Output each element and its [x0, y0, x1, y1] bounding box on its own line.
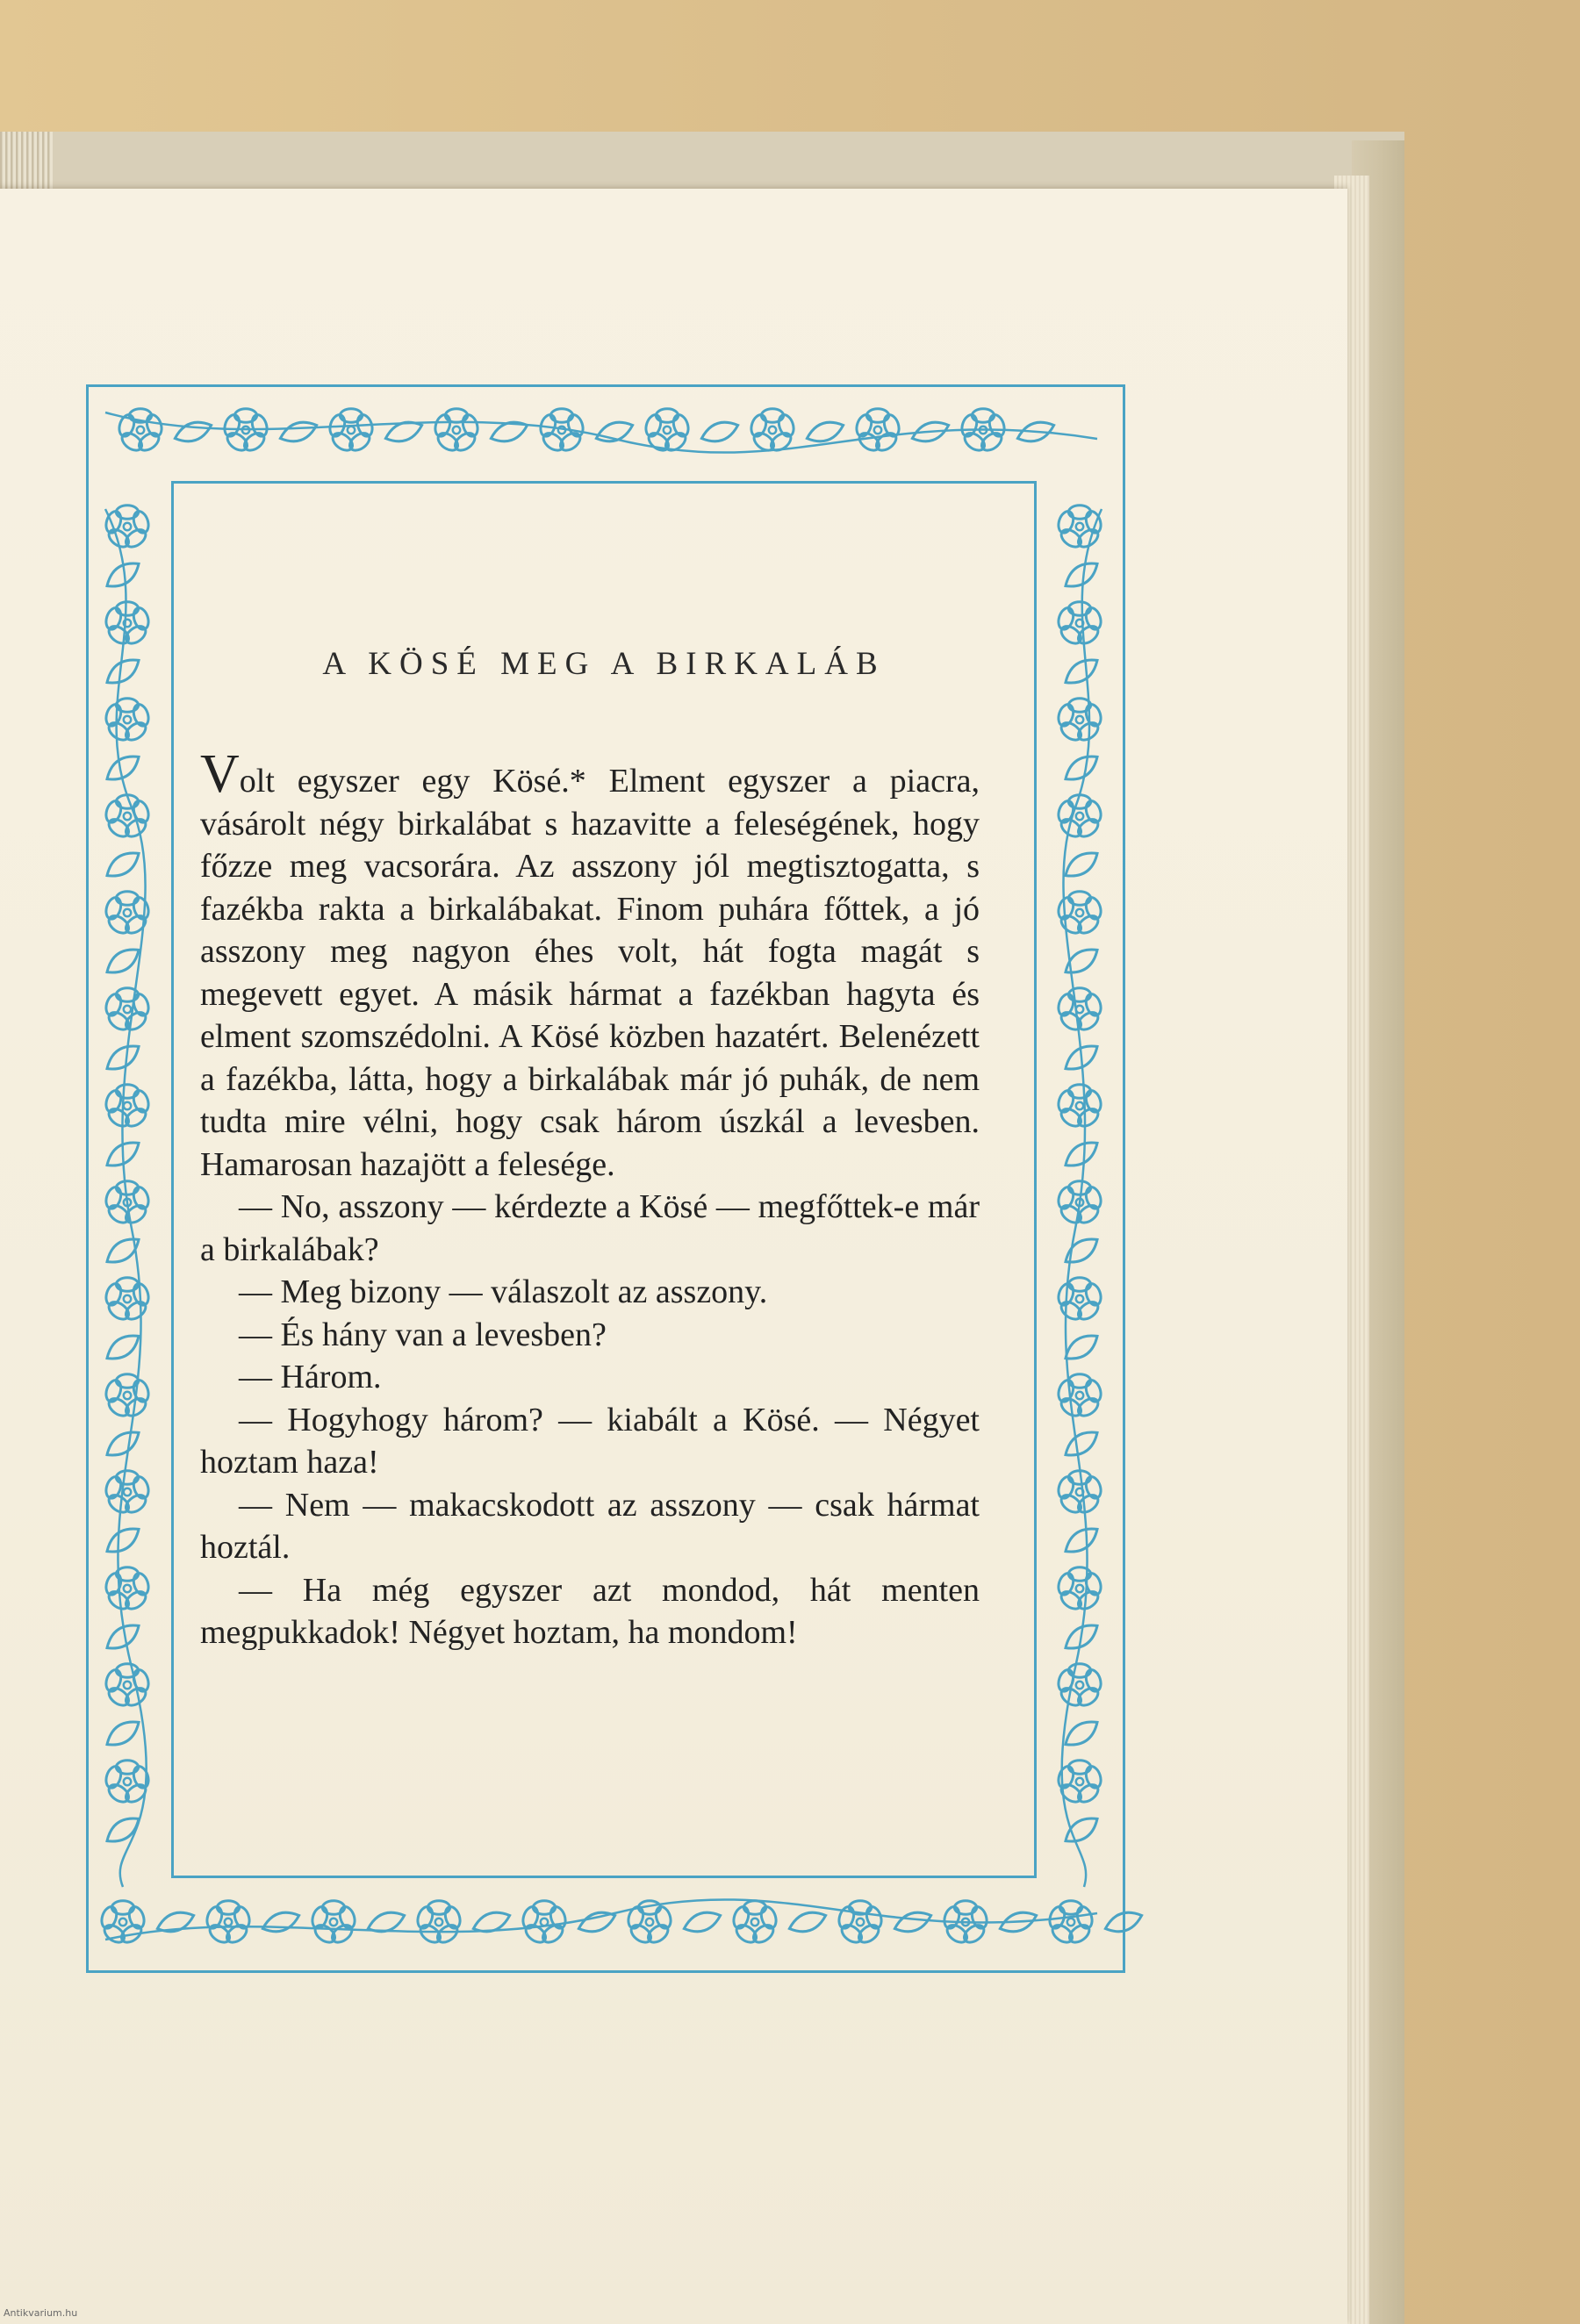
dialog-line: — Nem — makacskodott az asszony — csak hármat hoztál.: [200, 1486, 980, 1566]
dialog-line: — Három.: [239, 1359, 382, 1395]
dialog-line: — És hány van a levesben?: [239, 1316, 607, 1353]
dialog-line: — No, asszony — kérdezte a Kösé — megfőttek-e már a birkalábak?: [200, 1188, 980, 1268]
dialog-line: — Hogyhogy három? — kiabált a Kösé. — Négyet hoztam haza!: [200, 1401, 980, 1481]
story-paragraph: Volt egyszer egy Kösé.* Elment egyszer a piacra, vásárolt négy birkalábat s hazavitte a feleségének, hogy főzze meg vacsorára. Az asszony jól megtisztogatta, s fazékba rakta a birkalábakat. Finom puhára főttek, a jó asszony meg nagyon éhes volt, hát fogta magát s megevett egyet. A másik hármat a fazékban hagyta és elment szomszédolni. A Kösé közben hazatért. Belenézett a fazékba, látta, hogy a birkalábak már jó puhák, de nem tudta mire vélni, hogy csak három úszkál a levesben. Hamarosan hazajött a felesége.: [200, 744, 980, 1183]
page-title: A KÖSÉ MEG A BIRKALÁB: [322, 646, 886, 682]
dialog-line: — Ha még egyszer azt mondod, hát menten megpukkadok! Négyet hoztam, ha mondom!: [200, 1571, 980, 1651]
drop-cap: V: [200, 744, 240, 804]
dialog-line: — Meg bizony — válaszolt az asszony.: [239, 1273, 768, 1310]
story-text: [200, 744, 980, 1654]
book-spine-strip: [0, 132, 53, 193]
watermark: Antikvarium.hu: [4, 2307, 78, 2319]
